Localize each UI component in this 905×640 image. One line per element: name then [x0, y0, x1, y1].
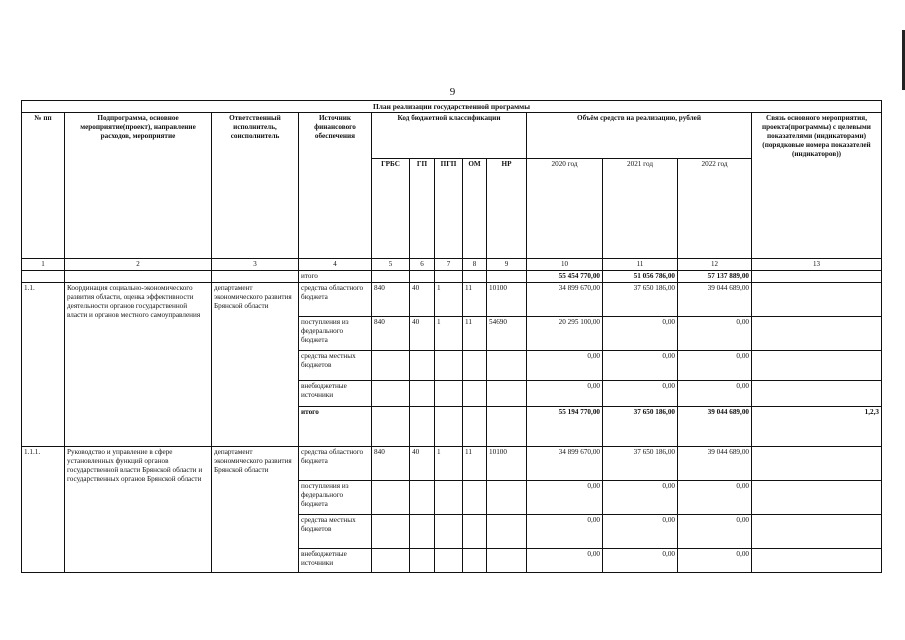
header-executor: Ответственный исполнитель, соисполнитель [212, 113, 299, 259]
row-value-2020: 0,00 [527, 515, 603, 549]
row-value-2021: 37 650 186,00 [603, 407, 678, 447]
row-gp [410, 515, 435, 549]
row-gp [410, 381, 435, 407]
column-number: 2 [65, 259, 212, 271]
column-number: 13 [752, 259, 882, 271]
row-source: поступления из федерального бюджета [299, 481, 372, 515]
row-nr [487, 515, 527, 549]
column-number: 12 [678, 259, 752, 271]
column-number: 9 [487, 259, 527, 271]
header-kbk-group: Код бюджетной классификации [372, 113, 527, 159]
row-link [752, 481, 882, 515]
header-year-2021: 2021 год [603, 159, 678, 259]
row-value-2020: 0,00 [527, 381, 603, 407]
row-link [752, 381, 882, 407]
column-number: 5 [372, 259, 410, 271]
row-name: Координация социально-экономического развития области, оценка эффективности деятельности органов государственной власти и органов местного самоуправления [65, 283, 212, 447]
row-om [463, 351, 487, 381]
column-number: 11 [603, 259, 678, 271]
row-om: 11 [463, 447, 487, 481]
page-number: 9 [449, 86, 456, 98]
row-pgp: 1 [435, 447, 463, 481]
column-number: 4 [299, 259, 372, 271]
row-pgp: 1 [435, 283, 463, 317]
row-pgp [435, 515, 463, 549]
row-pgp [435, 549, 463, 573]
grand-total-empty [212, 271, 299, 283]
row-gp: 40 [410, 447, 435, 481]
row-nr [487, 549, 527, 573]
grand-total-row [22, 271, 882, 283]
table-title: План реализации государственной программы [22, 101, 882, 113]
header-link: Связь основного мероприятия, проекта(программы) с целевыми показателями (индикаторами) (порядковые номера показателей (индикаторов)) [752, 113, 882, 259]
row-om [463, 407, 487, 447]
header-row-1 [22, 113, 882, 159]
row-pgp [435, 407, 463, 447]
row-source: внебюджетные источники [299, 381, 372, 407]
row-value-2022: 0,00 [678, 317, 752, 351]
column-number: 1 [22, 259, 65, 271]
column-number: 8 [463, 259, 487, 271]
row-gp: 40 [410, 283, 435, 317]
row-link [752, 351, 882, 381]
row-link: 1,2,3 [752, 407, 882, 447]
row-gp: 40 [410, 317, 435, 351]
row-nr [487, 351, 527, 381]
row-grbs [372, 549, 410, 573]
grand-total-empty [752, 271, 882, 283]
row-source: поступления из федерального бюджета [299, 317, 372, 351]
row-link [752, 447, 882, 481]
row-link [752, 515, 882, 549]
grand-total-empty [487, 271, 527, 283]
row-nr: 10100 [487, 447, 527, 481]
row-grbs: 840 [372, 447, 410, 481]
column-number: 3 [212, 259, 299, 271]
row-value-2022: 0,00 [678, 481, 752, 515]
row-value-2021: 37 650 186,00 [603, 283, 678, 317]
grand-total-empty [410, 271, 435, 283]
row-nr [487, 481, 527, 515]
row-om [463, 481, 487, 515]
row-om: 11 [463, 317, 487, 351]
header-source: Источник финансового обеспечения [299, 113, 372, 259]
row-nr: 10100 [487, 283, 527, 317]
table-row [22, 447, 882, 481]
row-number: 1.1.1. [22, 447, 65, 573]
row-om: 11 [463, 283, 487, 317]
row-pgp [435, 481, 463, 515]
row-name: Руководство и управление в сфере установленных функций органов государственной власти Брянской области и государственных органов Брянской области [65, 447, 212, 573]
row-value-2021: 0,00 [603, 481, 678, 515]
row-gp [410, 407, 435, 447]
row-om [463, 549, 487, 573]
row-nr: 54690 [487, 317, 527, 351]
grand-total-2022: 57 137 889,00 [678, 271, 752, 283]
row-value-2022: 0,00 [678, 351, 752, 381]
header-nr: НР [487, 159, 527, 259]
row-om [463, 515, 487, 549]
row-value-2020: 34 899 670,00 [527, 283, 603, 317]
row-pgp [435, 351, 463, 381]
header-year-2020: 2020 год [527, 159, 603, 259]
column-number: 10 [527, 259, 603, 271]
header-om: ОМ [463, 159, 487, 259]
row-executor: департамент экономического развития Брянской области [212, 447, 299, 573]
row-value-2020: 20 295 100,00 [527, 317, 603, 351]
row-value-2021: 0,00 [603, 549, 678, 573]
row-link [752, 283, 882, 317]
row-gp [410, 351, 435, 381]
row-value-2020: 34 899 670,00 [527, 447, 603, 481]
grand-total-empty [435, 271, 463, 283]
column-numbers-row [22, 259, 882, 271]
row-number: 1.1. [22, 283, 65, 447]
grand-total-2021: 51 056 786,00 [603, 271, 678, 283]
row-value-2020: 0,00 [527, 481, 603, 515]
row-source: средства местных бюджетов [299, 515, 372, 549]
row-grbs: 840 [372, 317, 410, 351]
row-link [752, 317, 882, 351]
header-year-2022: 2022 год [678, 159, 752, 259]
row-pgp: 1 [435, 317, 463, 351]
header-volume-group: Объём средств на реализацию, рублей [527, 113, 752, 159]
grand-total-label: итого [299, 271, 372, 283]
row-value-2022: 39 044 689,00 [678, 283, 752, 317]
row-grbs [372, 481, 410, 515]
row-om [463, 381, 487, 407]
row-value-2021: 0,00 [603, 351, 678, 381]
program-plan-table [21, 100, 882, 573]
row-nr [487, 407, 527, 447]
header-num: № пп [22, 113, 65, 259]
row-source: средства областного бюджета [299, 283, 372, 317]
table-row [22, 283, 882, 317]
row-gp [410, 549, 435, 573]
row-grbs: 840 [372, 283, 410, 317]
row-value-2022: 0,00 [678, 381, 752, 407]
header-subprogram: Подпрограмма, основное мероприятие(проект), направление расходов, мероприятие [65, 113, 212, 259]
column-number: 6 [410, 259, 435, 271]
row-source: итого [299, 407, 372, 447]
row-value-2022: 39 044 689,00 [678, 407, 752, 447]
grand-total-empty [372, 271, 410, 283]
row-link [752, 549, 882, 573]
row-grbs [372, 407, 410, 447]
row-grbs [372, 515, 410, 549]
row-nr [487, 381, 527, 407]
row-value-2020: 0,00 [527, 549, 603, 573]
row-value-2021: 0,00 [603, 317, 678, 351]
grand-total-2020: 55 454 770,00 [527, 271, 603, 283]
row-grbs [372, 351, 410, 381]
row-value-2020: 55 194 770,00 [527, 407, 603, 447]
row-value-2021: 0,00 [603, 515, 678, 549]
row-pgp [435, 381, 463, 407]
row-grbs [372, 381, 410, 407]
row-value-2022: 0,00 [678, 515, 752, 549]
header-pgp: ПГП [435, 159, 463, 259]
table-title-row [22, 101, 882, 113]
row-gp [410, 481, 435, 515]
header-grbs: ГРБС [372, 159, 410, 259]
row-value-2022: 39 044 689,00 [678, 447, 752, 481]
row-value-2020: 0,00 [527, 351, 603, 381]
grand-total-empty [22, 271, 65, 283]
row-source: средства местных бюджетов [299, 351, 372, 381]
header-gp: ГП [410, 159, 435, 259]
row-executor: департамент экономического развития Брянской области [212, 283, 299, 447]
row-value-2022: 0,00 [678, 549, 752, 573]
row-value-2021: 37 650 186,00 [603, 447, 678, 481]
row-source: внебюджетные источники [299, 549, 372, 573]
row-source: средства областного бюджета [299, 447, 372, 481]
grand-total-empty [463, 271, 487, 283]
column-number: 7 [435, 259, 463, 271]
row-value-2021: 0,00 [603, 381, 678, 407]
grand-total-empty [65, 271, 212, 283]
